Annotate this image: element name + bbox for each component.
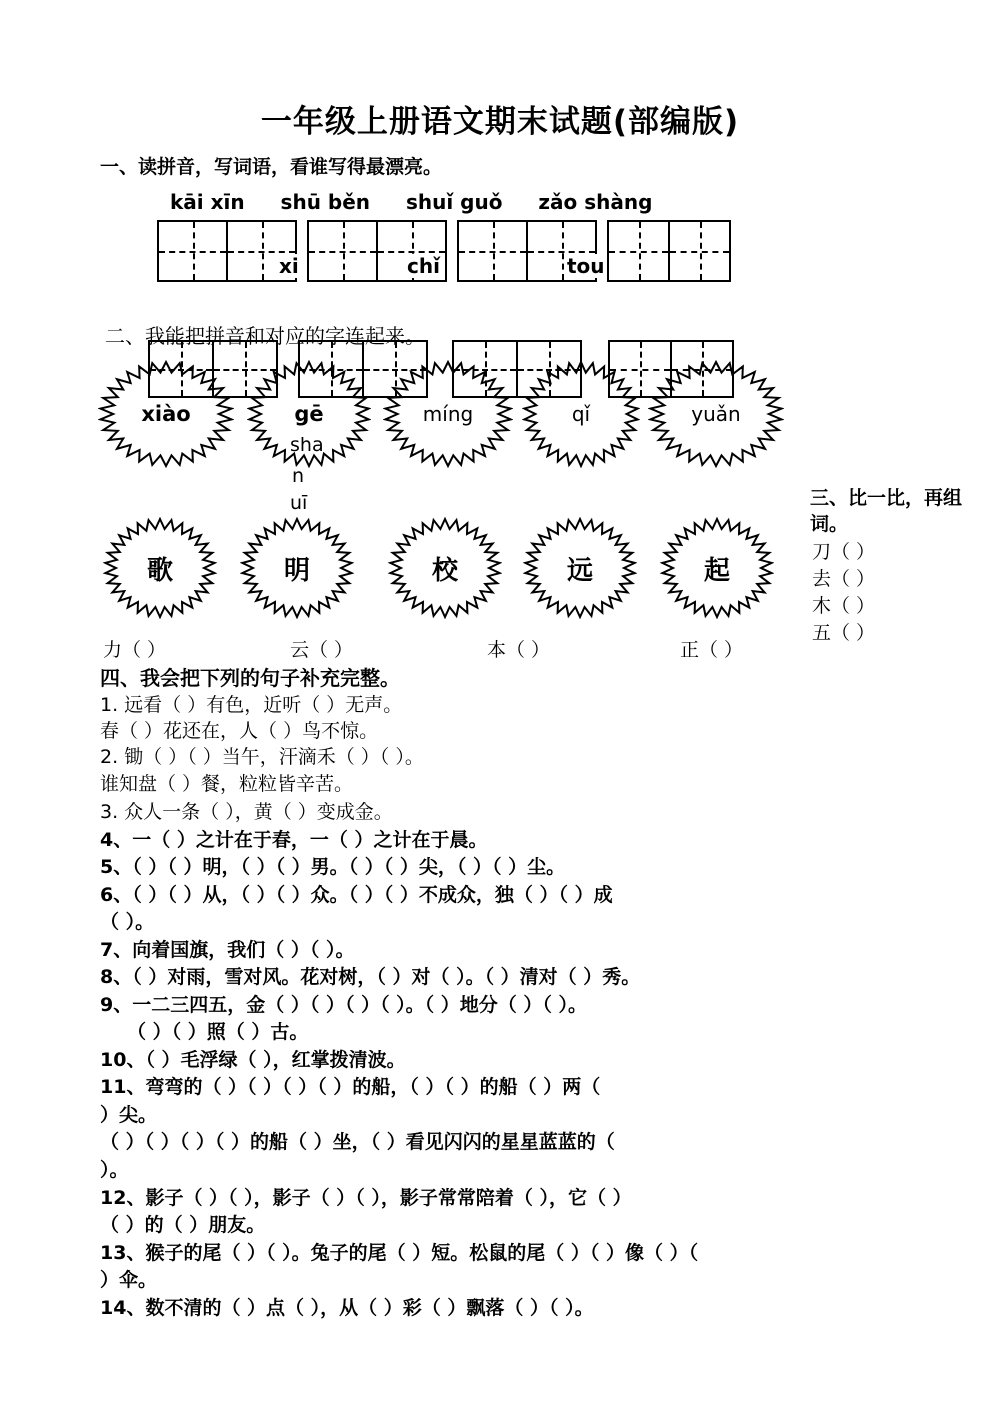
section-3-blank[interactable]: （ ） (831, 541, 876, 563)
grid-cell[interactable] (214, 342, 276, 396)
section-3-row[interactable] (812, 618, 875, 645)
section-4-line[interactable]: （ ）。 (100, 911, 155, 933)
section-4-line[interactable]: 4、一（ ）之计在于春，一（ ）之计在于晨。 (100, 829, 488, 851)
section-2-heading: 二、我能把拼音和对应的字连起来。 (105, 324, 425, 348)
grid-cell[interactable] (609, 222, 670, 280)
section-4-line[interactable]: 14、数不清的（ ）点（ ），从（ ）彩（ ）飘落（ ）（ ）。 (100, 1297, 594, 1319)
match-grid-box-3[interactable] (452, 340, 582, 398)
section-4-line[interactable]: 5、（ ）（ ）明，（ ）（ ）男。（ ）（ ）尖，（ ）（ ）尘。 (100, 856, 566, 878)
section-4-line[interactable]: ）。 (100, 1159, 129, 1181)
page-title: 一年级上册语文期末试题(部编版) (260, 104, 740, 140)
section-4-line[interactable]: 9、一二三四五，金（ ）（ ）（ ）（ ）。（ ）地分（ ）（ ）。 (100, 994, 588, 1016)
char-bubble-label: 校 (431, 555, 458, 586)
section-4-line[interactable]: 12、影子（ ）（ ），影子（ ）（ ），影子常常陪着（ ），它（ ） (100, 1187, 632, 1209)
section-4-line[interactable]: 7、向着国旗，我们（ ）（ ）。 (100, 939, 355, 961)
section-3-bottom-item-3[interactable]: 本（ ） (487, 639, 551, 661)
section-3-blank[interactable]: （ ） (831, 595, 876, 617)
writing-grid-box-1[interactable] (157, 220, 297, 282)
grid-cell[interactable] (159, 222, 228, 280)
char-bubble-label: 明 (283, 555, 310, 586)
stray-text-sha: sha (290, 434, 324, 456)
stray-text-ui: uī (290, 492, 308, 514)
char-bubble-label: 远 (566, 555, 593, 586)
section-3-char: 五 (812, 622, 832, 644)
grid-cell[interactable] (672, 342, 732, 396)
stray-text-n: n (292, 465, 305, 487)
char-bubble-ge[interactable] (103, 517, 217, 619)
grid-cell[interactable] (364, 342, 426, 396)
section-3-char: 木 (812, 595, 832, 617)
char-bubble-qi[interactable] (660, 517, 774, 619)
section-4-line[interactable]: 8、（ ）对雨，雪对风。花对树，（ ）对（ ）。（ ）清对（ ）秀。 (100, 966, 641, 988)
overlap-label-chi: chǐ (407, 254, 440, 278)
grid-cell[interactable] (459, 222, 528, 280)
section-4-line[interactable]: （ ）（ ）照（ ）古。 (127, 1021, 309, 1043)
pinyin-label-2: shū běn (280, 190, 371, 214)
match-grid-box-1[interactable] (148, 340, 278, 398)
section-4-line[interactable]: 3. 众人一条（ ），黄（ ）变成金。 (100, 801, 393, 823)
pinyin-bubble-label: yuǎn (691, 402, 741, 426)
section-3-char: 去 (812, 568, 832, 590)
grid-cell[interactable] (610, 342, 672, 396)
section-3-heading: 三、比一比，再组词。 (810, 487, 963, 535)
section-4-line[interactable]: 1. 远看（ ）有色，近听（ ）无声。 (100, 694, 403, 716)
pinyin-bubble-label: xiào (141, 402, 191, 426)
section-1-heading: 一、读拼音，写词语，看谁写得最漂亮。 (100, 156, 443, 178)
section-3-bottom-item-1[interactable]: 力（ ） (103, 639, 167, 661)
overlap-label-xi: xi (279, 254, 299, 278)
section-3-bottom-item-2[interactable]: 云（ ） (290, 639, 354, 661)
char-bubble-ming[interactable] (240, 517, 354, 619)
grid-cell[interactable] (518, 342, 580, 396)
match-grid-box-2[interactable] (298, 340, 428, 398)
char-bubble-label: 起 (703, 555, 730, 586)
grid-cell[interactable] (309, 222, 378, 280)
char-bubble-label: 歌 (146, 555, 173, 586)
section-1-pinyin-row (170, 190, 690, 214)
pinyin-label-4: zǎo shàng (538, 190, 653, 214)
section-4-line[interactable]: ）尖。 (100, 1104, 158, 1126)
section-4-line[interactable]: 2. 锄（ ）（ ）当午，汗滴禾（ ）（ ）。 (100, 746, 424, 768)
section-4-line[interactable]: （ ）的（ ）朋友。 (100, 1214, 266, 1236)
section-3-row[interactable] (812, 591, 875, 618)
overlap-label-tou: tou (567, 254, 605, 278)
char-bubble-yuan[interactable] (523, 517, 637, 619)
section-4-line[interactable]: 11、弯弯的（ ）（ ）（ ）（ ）的船，（ ）（ ）的船（ ）两（ (100, 1076, 601, 1098)
char-bubble-xiao[interactable] (388, 517, 502, 619)
grid-cell[interactable] (150, 342, 214, 396)
pinyin-bubble-label: qǐ (571, 402, 591, 426)
section-4-line[interactable]: 10、（ ）毛浮绿（ ），红掌拨清波。 (100, 1049, 406, 1071)
section-3-char: 刀 (812, 541, 832, 563)
section-3-blank[interactable]: （ ） (831, 622, 876, 644)
section-3-row[interactable] (812, 537, 875, 564)
pinyin-label-1: kāi xīn (170, 190, 245, 214)
section-4-line[interactable]: （ ）（ ）（ ）（ ）的船（ ）坐，（ ）看见闪闪的星星蓝蓝的（ (100, 1131, 615, 1153)
section-4-line[interactable]: 13、猴子的尾（ ）（ ）。兔子的尾（ ）短。松鼠的尾（ ）（ ）像（ ）（ (100, 1242, 699, 1264)
section-3-blank[interactable]: （ ） (831, 568, 876, 590)
grid-cell[interactable] (454, 342, 518, 396)
section-4-heading: 四、我会把下列的句子补充完整。 (100, 666, 400, 690)
section-4-line[interactable]: 春（ ）花还在，人（ ）鸟不惊。 (100, 720, 379, 742)
section-3-row[interactable] (812, 564, 875, 591)
section-3-bottom-item-4[interactable]: 正（ ） (680, 639, 744, 661)
section-4-line[interactable]: ）伞。 (100, 1269, 158, 1291)
pinyin-bubble-label: míng (422, 402, 474, 426)
writing-grid-box-4[interactable] (607, 220, 731, 282)
section-4-line[interactable]: 谁知盘（ ）餐，粒粒皆辛苦。 (100, 773, 354, 795)
grid-cell[interactable] (300, 342, 364, 396)
pinyin-bubble-label: gē (294, 402, 324, 426)
pinyin-label-3: shuǐ guǒ (405, 190, 503, 214)
grid-cell[interactable] (670, 222, 729, 280)
match-grid-box-4[interactable] (608, 340, 734, 398)
section-4-line[interactable]: 6、（ ）（ ）从，（ ）（ ）众。（ ）（ ）不成众，独（ ）（ ）成 (100, 884, 613, 906)
